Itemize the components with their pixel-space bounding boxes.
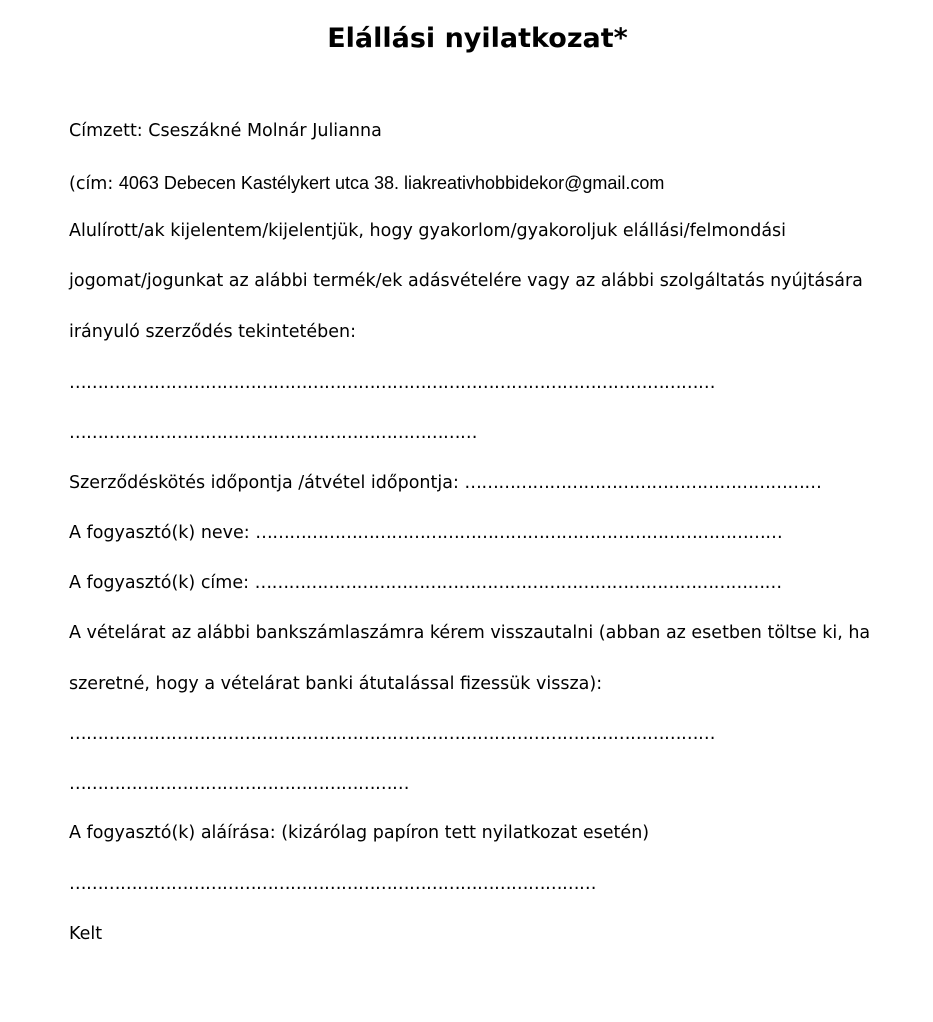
contract-date-blank: ……………………………………………………… [464,473,822,493]
refund-line-2: szeretné, hogy a vételárat banki átutalással fizessük vissza): [69,674,603,694]
consumer-address-blank: ………………………………………………………………………………… [254,573,782,593]
consumer-address-label: A fogyasztó(k) címe: [69,573,255,593]
contract-date-line [69,471,821,495]
bank-blank-line-1: …………………………………………………………………………………………………… [69,724,715,744]
document-title: Elállási nyilatkozat* [327,23,628,54]
contract-date-label: Szerződéskötés időpontja /átvétel időpontja: [69,473,465,493]
signature-blank-line: ………………………………………………………………………………… [69,874,596,894]
statement-line-3: irányuló szerződés tekintetében: [69,322,356,342]
consumer-name-line [69,521,782,545]
product-blank-line-1: …………………………………………………………………………………………………… [69,373,715,393]
signature-label: A fogyasztó(k) aláírása: (kizárólag papíron tett nyilatkozat esetén) [69,823,650,843]
address-prefix: (cím: [69,174,119,194]
date-label: Kelt [69,924,103,944]
statement-line-1: Alulírott/ak kijelentem/kijelentjük, hogy gyakorlom/gyakoroljuk elállási/felmondási [69,221,787,241]
consumer-name-blank: ………………………………………………………………………………… [255,523,783,543]
statement-line-2: jogomat/jogunkat az alábbi termék/ek adásvételére vagy az alábbi szolgáltatás nyújtására [69,271,863,291]
address-detail: 4063 Debecen Kastélykert utca 38. liakreativhobbidekor@gmail.com [118,173,665,193]
recipient-line: Címzett: Cseszákné Molnár Julianna [69,121,382,141]
product-blank-line-2: ……………………………………………………………… [69,423,477,443]
bank-blank-line-2: …………………………………………………… [69,774,409,794]
consumer-name-label: A fogyasztó(k) neve: [69,523,256,543]
address-line [69,171,664,196]
consumer-address-line [69,571,782,595]
refund-line-1: A vételárat az alábbi bankszámlaszámra kérem visszautalni (abban az esetben töltse ki, ha [69,623,871,643]
